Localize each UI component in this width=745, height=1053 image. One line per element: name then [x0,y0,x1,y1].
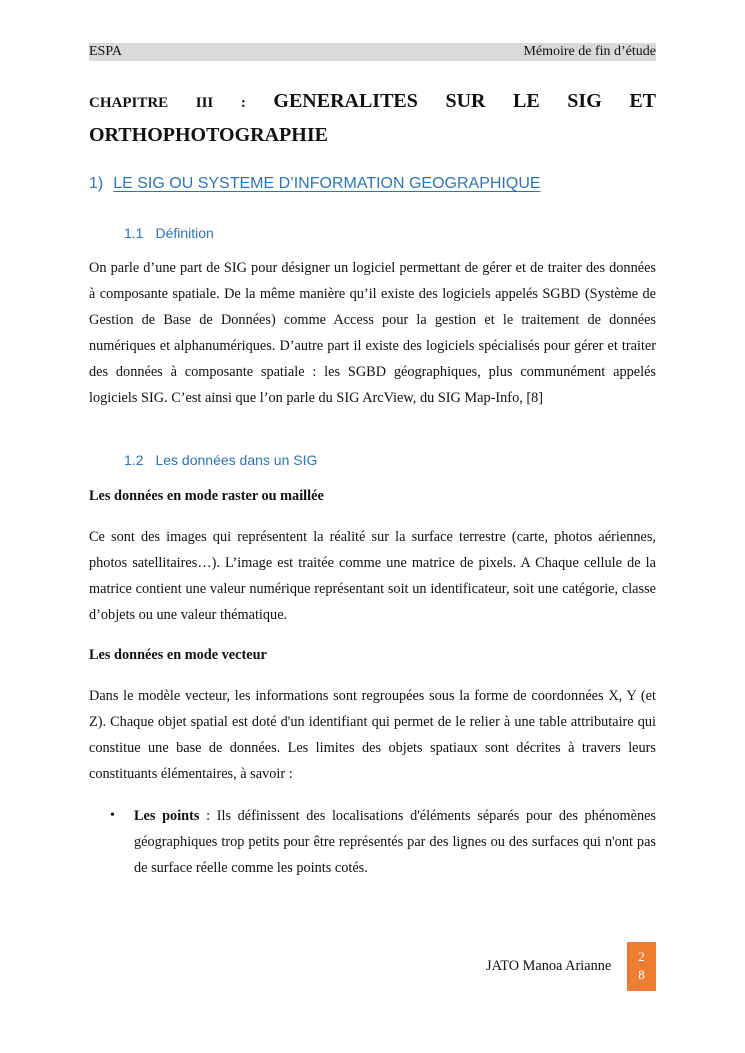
raster-title: Les données en mode raster ou maillée [89,488,324,504]
chapter-word: CHAPITRE [89,95,169,111]
chapter-title [89,85,656,151]
header-document-type: Mémoire de fin d’étude [523,44,656,59]
chapter-word: LE [513,90,540,112]
page-number-badge [627,942,656,991]
vector-paragraph: Dans le modèle vecteur, les informations sont regroupées sous la forme de coordonnées X, Y (et Z). Chaque objet spatial est doté d'un identifiant qui permet de le relier à une table attributaire qui constitue une base de données. Les limites des objets spatiaux sont décrites à travers leurs constituants élémentaires, à savoir : [89,688,656,782]
bullet-icon: • [110,808,115,823]
page-number-digit: 8 [638,967,645,982]
chapter-word: GENERALITES [273,90,418,112]
subsection-number: 1.1 [124,225,144,241]
section-number: 1) [89,175,104,192]
subsection-number: 1.2 [124,452,144,468]
vector-title: Les données en mode vecteur [89,647,267,663]
header-institution: ESPA [89,44,122,59]
chapter-word: : [240,95,246,111]
chapter-word: SIG [567,90,602,112]
chapter-title-line2: ORTHOPHOTOGRAPHIE [89,124,328,146]
chapter-word: III [195,95,214,111]
list-item-label: Les points [134,808,200,824]
section-heading [89,175,541,193]
subsection-heading-definition [124,225,214,241]
page-number-digit: 2 [638,949,645,964]
footer-author: JATO Manoa Arianne [486,958,612,974]
subsection-title: Les données dans un SIG [155,452,318,468]
subsection-heading-data [124,452,317,468]
chapter-word: ET [629,90,656,112]
section-title: LE SIG OU SYSTEME D’INFORMATION GEOGRAPHIQUE [113,175,541,192]
raster-paragraph: Ce sont des images qui représentent la réalité sur la surface terrestre (carte, photos aériennes, photos satellitaires…). L’image est traitée comme une matrice de pixels. A Chaque cellule de la matrice contient une valeur numérique représentant soit un identificateur, soit une catégorie, classe d’objets ou une valeur thématique. [89,529,656,623]
chapter-word: SUR [445,90,486,112]
list-item-body: : Ils définissent des localisations d'éléments séparés pour des phénomènes géographiques trop petits pour être représentés par des lignes ou des surfaces qui n'ont pas de surface réelle comme les points cotés. [134,808,656,876]
subsection-title: Définition [155,225,214,241]
running-header [89,43,656,61]
list-item [110,803,656,881]
definition-paragraph: On parle d’une part de SIG pour désigner un logiciel permettant de gérer et de traiter des données à composante spatiale. De la même manière qu’il existe des logiciels appelés SGBD (Système de Gestion de Base de Données) comme Access pour la gestion et le traitement de données numériques et alphanumériques. D’autre part il existe des logiciels spécialisés pour gérer et traiter des données à composante spatiale : les SGBD géographiques, plus communément appelés logiciels SIG. C’est ainsi que l’on parle du SIG ArcView, du SIG Map-Info, [8] [89,260,656,406]
list-item-text [134,803,656,881]
